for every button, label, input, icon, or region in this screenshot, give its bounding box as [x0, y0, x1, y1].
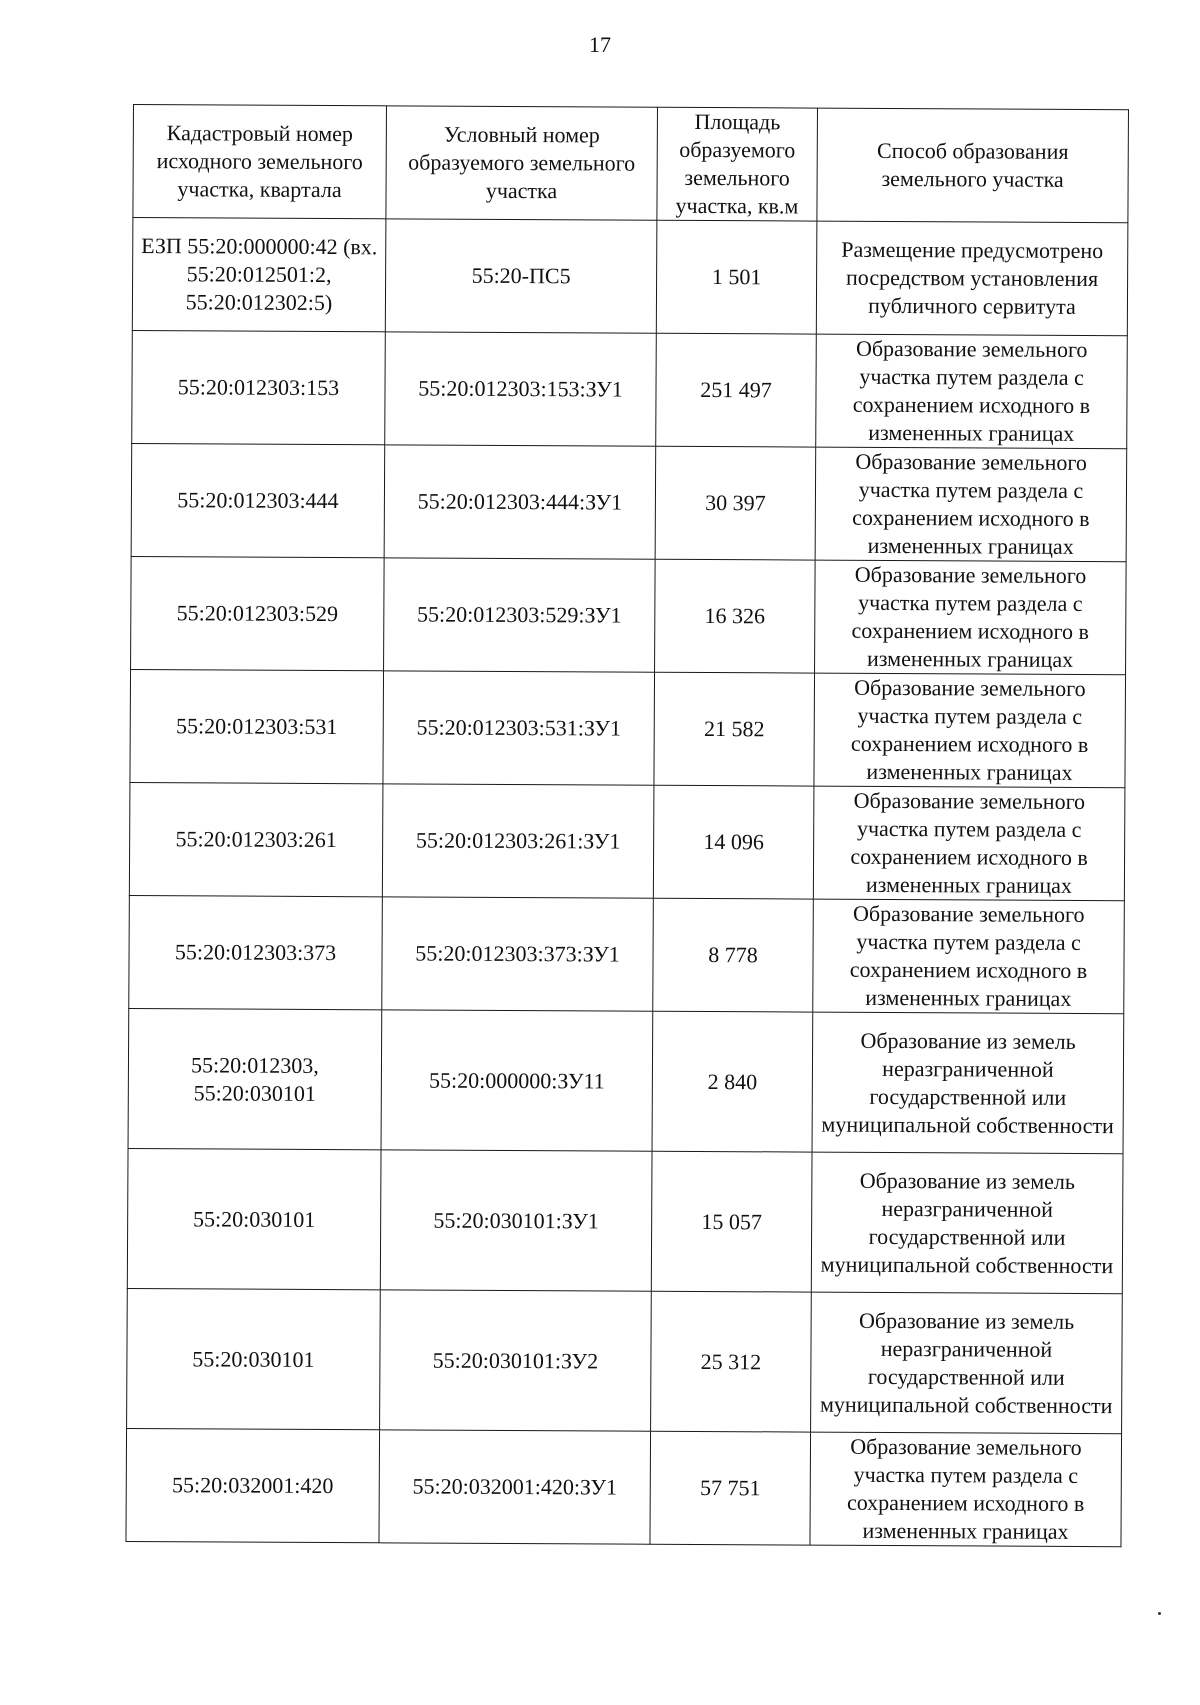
cell-conditional-number: 55:20:012303:153:ЗУ1 — [385, 332, 657, 446]
header-source-cadastral-number: Кадастровый номер исходного земельного участка, квартала — [133, 105, 387, 219]
cell-conditional-number: 55:20:032001:420:ЗУ1 — [379, 1430, 651, 1544]
cell-area: 21 582 — [654, 672, 815, 786]
table-row — [132, 330, 1128, 448]
cell-area: 8 778 — [653, 898, 814, 1012]
cell-formation-method: Образование земельного участка путем раздела с сохранением исходного в измененных границах — [816, 334, 1128, 449]
cell-formation-method: Образование земельного участка путем раздела с сохранением исходного в измененных границах — [810, 1432, 1122, 1547]
cell-conditional-number: 55:20:012303:261:ЗУ1 — [382, 784, 654, 898]
cell-conditional-number: 55:20:012303:531:ЗУ1 — [383, 671, 655, 785]
table-row — [129, 895, 1125, 1013]
cell-formation-method: Образование из земель неразграниченной государственной или муниципальной собственности — [812, 1012, 1124, 1154]
cell-source-number: 55:20:012303:261 — [129, 782, 383, 896]
cell-source-number: 55:20:012303, 55:20:030101 — [128, 1008, 382, 1149]
table-row — [132, 218, 1128, 336]
table-row — [128, 1008, 1124, 1153]
cell-conditional-number: 55:20:012303:529:ЗУ1 — [384, 558, 656, 672]
table-row — [126, 1428, 1122, 1546]
cell-formation-method: Образование из земель неразграниченной государственной или муниципальной собственности — [811, 1152, 1123, 1294]
cell-formation-method: Образование земельного участка путем раздела с сохранением исходного в измененных границах — [815, 560, 1127, 675]
cell-formation-method: Образование земельного участка путем раздела с сохранением исходного в измененных границах — [814, 673, 1126, 788]
cell-formation-method: Образование земельного участка путем раздела с сохранением исходного в измененных границах — [813, 786, 1125, 901]
cell-source-number: ЕЗП 55:20:000000:42 (вх. 55:20:012501:2, 55:20:012302:5) — [132, 218, 386, 332]
cell-formation-method: Образование земельного участка путем раздела с сохранением исходного в измененных границах — [813, 899, 1125, 1014]
cell-area: 1 501 — [656, 220, 817, 334]
cell-source-number: 55:20:012303:444 — [131, 443, 385, 557]
cell-area: 16 326 — [655, 559, 816, 673]
land-plots-table — [125, 104, 1129, 1547]
cell-source-number: 55:20:012303:531 — [130, 669, 384, 783]
cell-conditional-number: 55:20-ПС5 — [385, 219, 657, 333]
table-row — [131, 443, 1127, 561]
cell-area: 251 497 — [656, 333, 817, 447]
scan-speck — [1158, 1612, 1161, 1615]
cell-conditional-number: 55:20:000000:ЗУ11 — [381, 1010, 653, 1151]
cell-source-number: 55:20:030101 — [127, 1148, 381, 1289]
table-row — [129, 782, 1125, 900]
cell-area: 57 751 — [650, 1431, 811, 1545]
cell-area: 14 096 — [653, 785, 814, 899]
cell-conditional-number: 55:20:012303:373:ЗУ1 — [382, 897, 654, 1011]
table-row — [127, 1288, 1123, 1433]
cell-source-number: 55:20:012303:373 — [129, 895, 383, 1009]
cell-area: 2 840 — [652, 1011, 813, 1152]
table-row — [131, 556, 1127, 674]
header-area: Площадь образуемого земельного участка, кв.м — [657, 107, 818, 221]
cell-formation-method: Образование из земель неразграниченной государственной или муниципальной собственности — [811, 1292, 1123, 1434]
cell-conditional-number: 55:20:012303:444:ЗУ1 — [384, 445, 656, 559]
cell-formation-method: Образование земельного участка путем раздела с сохранением исходного в измененных границах — [815, 447, 1127, 562]
cell-area: 30 397 — [655, 446, 816, 560]
cell-formation-method: Размещение предусмотрено посредством установления публичного сервитута — [816, 221, 1128, 336]
cell-source-number: 55:20:012303:529 — [131, 556, 385, 670]
cell-conditional-number: 55:20:030101:ЗУ1 — [380, 1150, 652, 1291]
page-number: 17 — [589, 32, 611, 57]
cell-source-number: 55:20:030101 — [127, 1288, 381, 1429]
cell-source-number: 55:20:032001:420 — [126, 1428, 380, 1542]
header-formation-method: Способ образования земельного участка — [817, 108, 1129, 223]
cell-source-number: 55:20:012303:153 — [132, 330, 386, 444]
cell-conditional-number: 55:20:030101:ЗУ2 — [380, 1290, 652, 1431]
header-conditional-number: Условный номер образуемого земельного участка — [386, 106, 658, 220]
table-row — [130, 669, 1126, 787]
table-row — [127, 1148, 1123, 1293]
cell-area: 25 312 — [651, 1291, 812, 1432]
cell-area: 15 057 — [651, 1151, 812, 1292]
table-header-row — [133, 105, 1129, 223]
